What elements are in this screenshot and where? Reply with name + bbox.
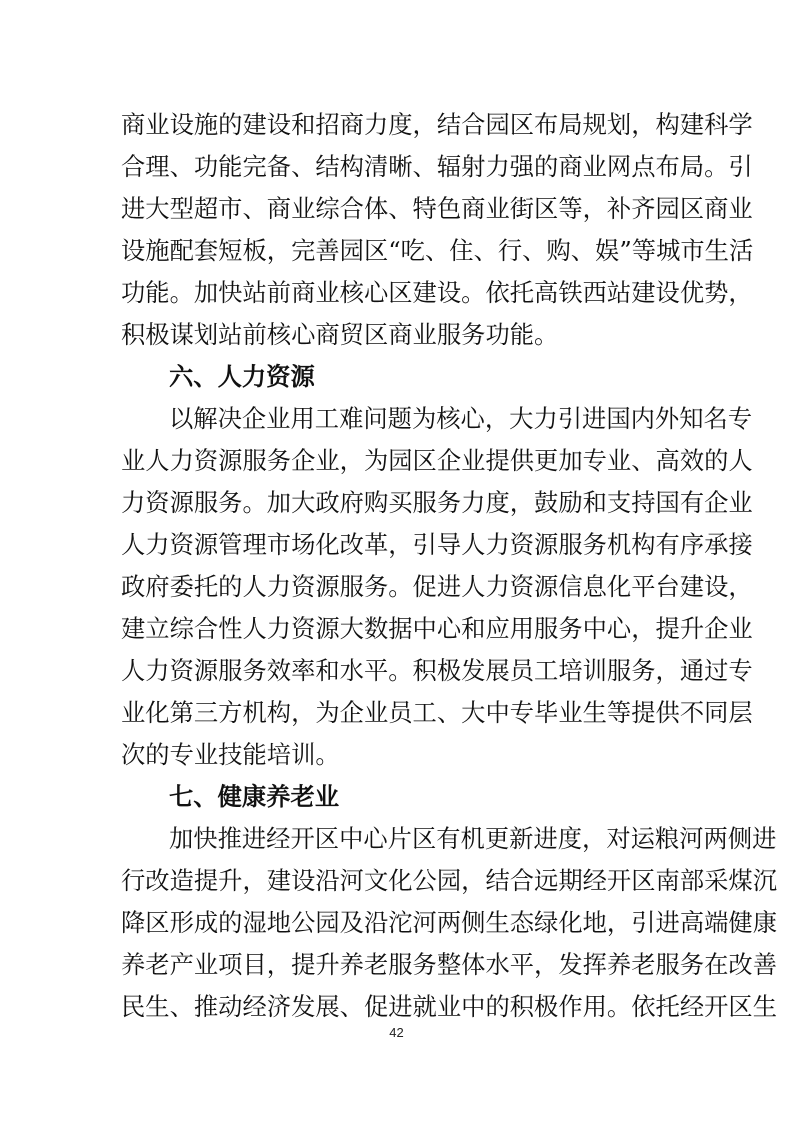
paragraph-2-line-1: 以解决企业用工难问题为核心，大力引进国内外知名专: [169, 404, 753, 433]
paragraph-2-line-9: 次的专业技能培训。: [121, 740, 340, 769]
paragraph-1-line-1: 商业设施的建设和招商力度，结合园区布局规划，构建科学: [121, 110, 753, 139]
paragraph-1-line-6: 积极谋划站前核心商贸区商业服务功能。: [121, 320, 559, 349]
paragraph-1-line-4: 设施配套短板，完善园区“吃、住、行、购、娱”等城市生活: [121, 236, 754, 265]
section-heading-human-resources: 六、人力资源: [169, 362, 315, 391]
paragraph-3-line-5: 民生、推动经济发展、促进就业中的积极作用。依托经开区生: [121, 992, 778, 1021]
paragraph-1-line-5: 功能。加快站前商业核心区建设。依托高铁西站建设优势，: [121, 278, 753, 307]
paragraph-2-line-8: 业化第三方机构，为企业员工、大中专毕业生等提供不同层: [121, 698, 753, 727]
paragraph-2-line-5: 政府委托的人力资源服务。促进人力资源信息化平台建设，: [121, 572, 753, 601]
paragraph-2-line-3: 力资源服务。加大政府购买服务力度，鼓励和支持国有企业: [121, 488, 753, 517]
paragraph-2-line-2: 业人力资源服务企业，为园区企业提供更加专业、高效的人: [121, 446, 753, 475]
paragraph-3-line-4: 养老产业项目，提升养老服务整体水平，发挥养老服务在改善: [121, 950, 778, 979]
paragraph-3-line-2: 行改造提升，建设沿河文化公园，结合远期经开区南部采煤沉: [121, 866, 778, 895]
paragraph-2-line-6: 建立综合性人力资源大数据中心和应用服务中心，提升企业: [121, 614, 753, 643]
section-heading-health-elderly-care: 七、健康养老业: [169, 782, 340, 811]
paragraph-2-line-7: 人力资源服务效率和水平。积极发展员工培训服务，通过专: [121, 656, 753, 685]
paragraph-1-line-2: 合理、功能完备、结构清晰、辐射力强的商业网点布局。引: [121, 152, 753, 181]
paragraph-1-line-3: 进大型超市、商业综合体、特色商业街区等，补齐园区商业: [121, 194, 753, 223]
paragraph-3-line-1: 加快推进经开区中心片区有机更新进度，对运粮河两侧进: [169, 824, 777, 853]
paragraph-2-line-4: 人力资源管理市场化改革，引导人力资源服务机构有序承接: [121, 530, 753, 559]
page-number: 42: [389, 1025, 404, 1040]
paragraph-3-line-3: 降区形成的湿地公园及沿沱河两侧生态绿化地，引进高端健康: [121, 908, 778, 937]
